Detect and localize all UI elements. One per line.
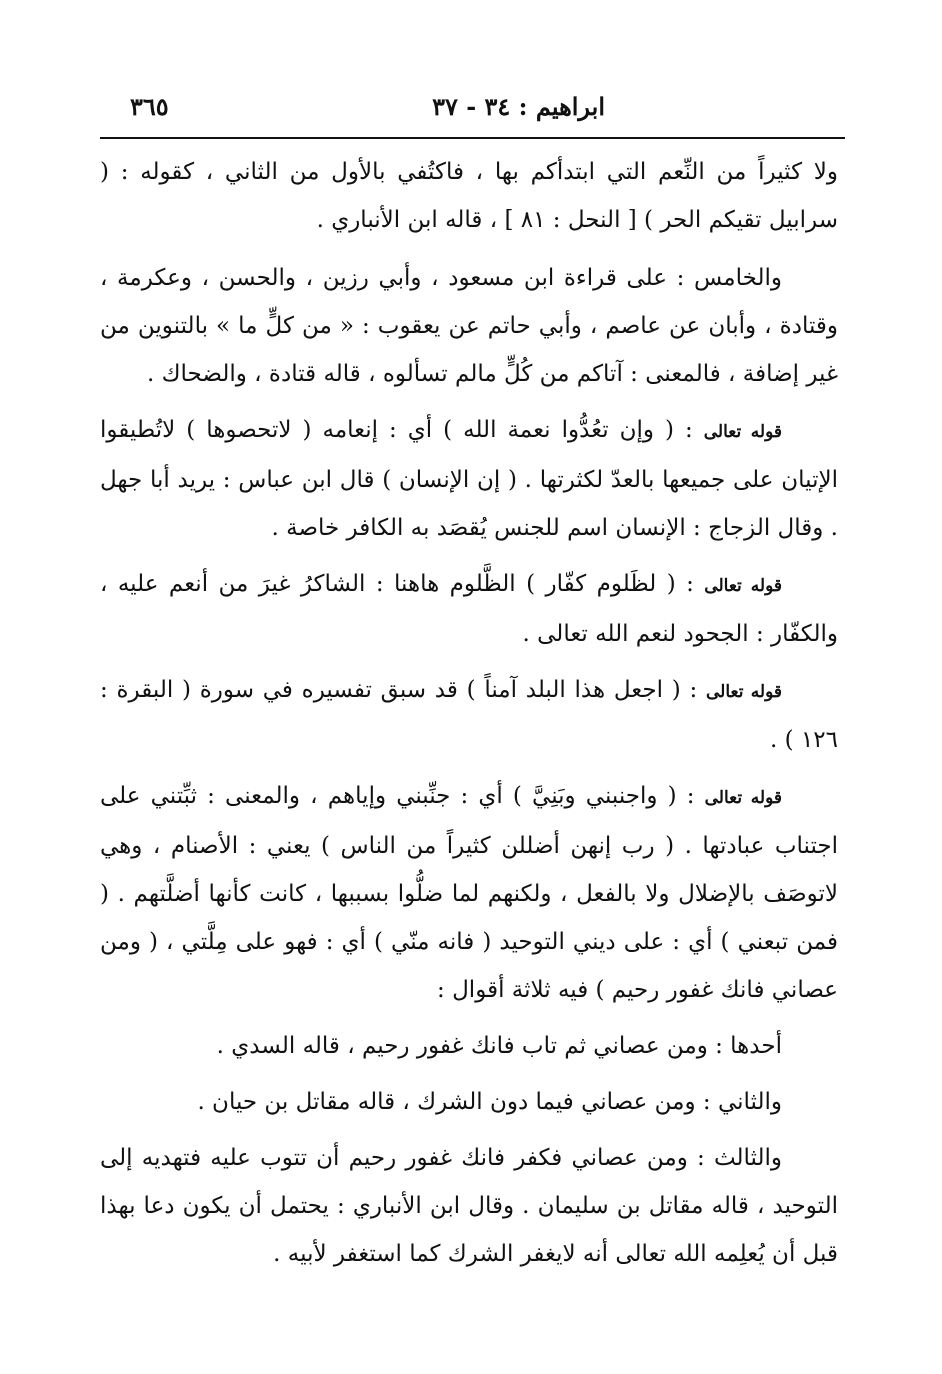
paragraph-lead: قوله تعالى	[704, 788, 783, 808]
paragraph-opinion-one	[100, 1022, 838, 1070]
page-header	[100, 82, 845, 132]
paragraph-text: : ( اجعل هذا البلد آمناً ) قد سبق تفسيره في سورة ( البقرة : ١٢٦ ) .	[100, 677, 838, 753]
paragraph-text: والخامس : على قراءة ابن مسعود ، وأبي رزين ، والحسن ، وعكرمة ، وقتادة ، وأبان عن عاصم ، وأبي حاتم عن يعقوب : « من كلٍّ ما » بالتنوين من غير إضافة ، فالمعنى : آتاكم من كُلٍّ مالم تسألوه ، قاله قتادة ، والضحاك .	[100, 265, 838, 387]
paragraph-lead: قوله تعالى	[705, 682, 783, 702]
paragraph-text: : ( لظَلوم كفّار ) الظَّلوم هاهنا : الشاكرُ غيرَ من أنعم عليه ، والكفّار : الجحود لنعم الله تعالى .	[100, 571, 838, 647]
paragraph-opinion-two	[100, 1078, 838, 1126]
paragraph-verse-34	[100, 406, 838, 552]
paragraph-lead: قوله تعالى	[703, 422, 782, 442]
paragraph-text: والثاني : ومن عصاني فيما دون الشرك ، قاله مقاتل بن حيان .	[197, 1089, 782, 1115]
paragraph-text: والثالث : ومن عصاني فكفر فانك غفور رحيم أن تتوب عليه فتهديه إلى التوحيد ، قاله مقاتل بن سليمان . وقال ابن الأنباري : يحتمل أن يكون دعا بهذا قبل أن يُعلِمه الله تعالى أنه لايغفر الشرك كما استغفر لأبيه .	[100, 1145, 838, 1267]
paragraph-verse-35-36	[100, 772, 838, 1014]
running-head: ابراهيم : ٣٤ - ٣٧	[432, 92, 605, 121]
paragraph-continuation	[100, 148, 838, 244]
page-number: ٣٦٥	[130, 92, 169, 121]
paragraph-text: أحدها : ومن عصاني ثم تاب فانك غفور رحيم ، قاله السدي .	[216, 1033, 782, 1059]
paragraph-fifth-reading	[100, 254, 838, 398]
paragraph-verse-34-end	[100, 560, 838, 658]
paragraph-text: : ( واجنبني وبَنِيَّ ) أي : جنِّبني وإياهم ، والمعنى : ثبِّتني على اجتناب عبادتها . ( رب إنهن أضللن كثيراً من الناس ) يعني : الأصنام ، وهي لاتوصَف بالإضلال ولا بالفعل ، ولكنهم لما ضلُّوا بسببها ، كانت كأنها أضلَّتهم . ( فمن تبعني ) أي : على ديني التوحيد ( فانه منّي ) أي : فهو على مِلَّتي ، ( ومن عصاني فانك غفور رحيم ) فيه ثلاثة أقوال :	[100, 783, 838, 1003]
paragraph-text: : ( وإن تعُدُّوا نعمة الله ) أي : إنعامه ( لاتحصوها ) لاتُطيقوا الإتيان على جميعها بالعدّ لكثرتها . ( إن الإنسان ) قال ابن عباس : يريد أبا جهل . وقال الزجاج : الإنسان اسم للجنس يُقصَد به الكافر خاصة .	[100, 417, 838, 541]
page-body	[100, 148, 838, 1286]
paragraph-lead: قوله تعالى	[704, 576, 782, 596]
paragraph-verse-35	[100, 666, 838, 764]
paragraph-opinion-three	[100, 1134, 838, 1278]
header-rule	[100, 137, 845, 139]
paragraph-text: ولا كثيراً من النِّعم التي ابتدأكم بها ، فاكتُفي بالأول من الثاني ، كقوله : ( سرابيل تقيكم الحر ) [ النحل : ٨١ ] ، قاله ابن الأنباري .	[100, 159, 838, 233]
